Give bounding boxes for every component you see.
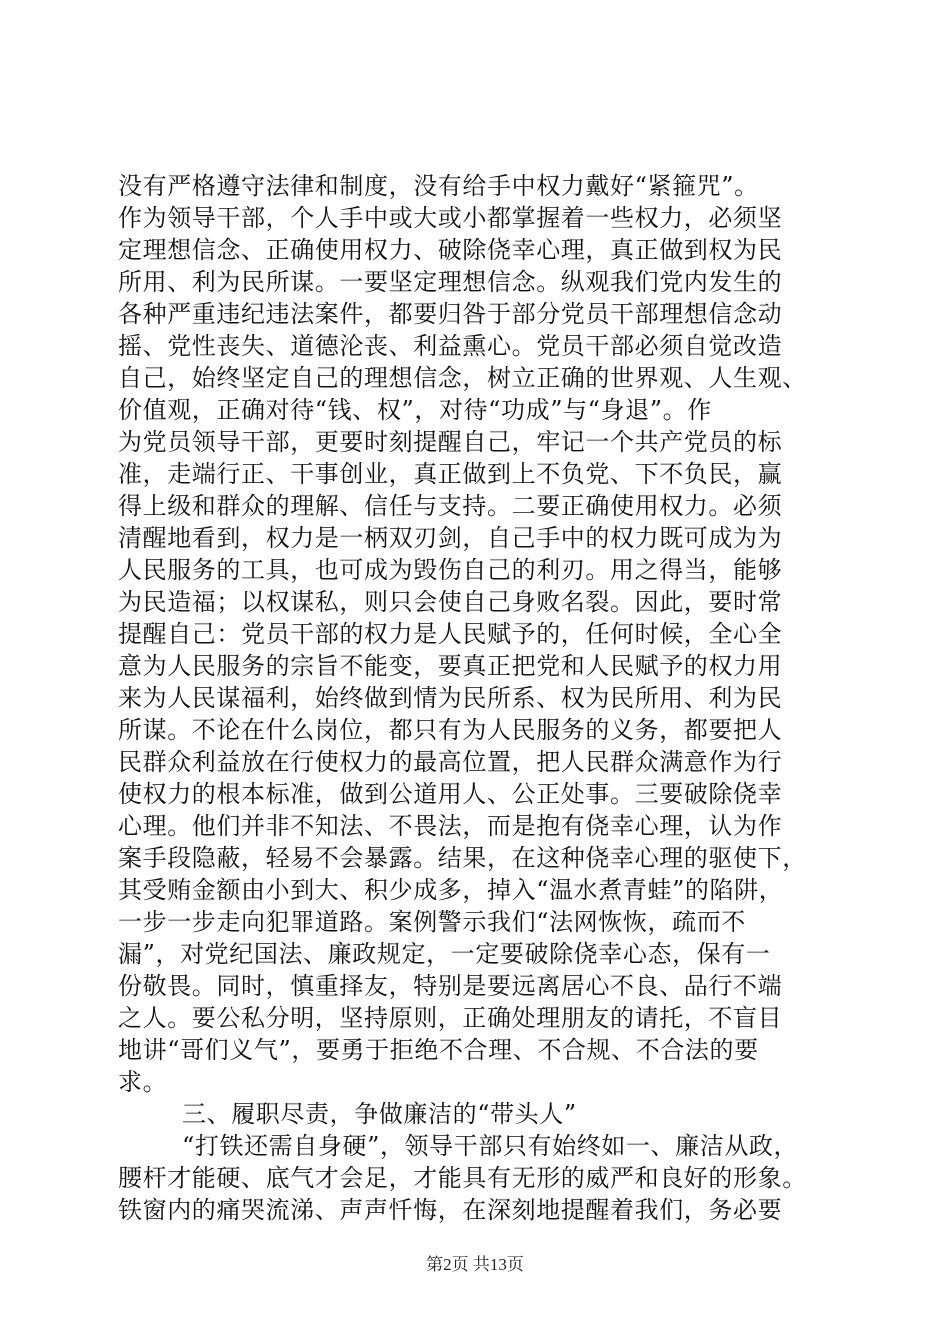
text-line: 求。	[118, 1068, 168, 1096]
text-line: 所谋。不论在什么岗位，都只有为人民服务的义务，都要把人	[118, 716, 783, 744]
text-line: 清醒地看到，权力是一柄双刃剑，自己手中的权力既可成为为	[118, 524, 783, 552]
text-line: 为民造福；以权谋私，则只会使自己身败名裂。因此，要时常	[118, 588, 783, 616]
text-line: 案手段隐蔽，轻易不会暴露。结果，在这种侥幸心理的驱使下，	[118, 844, 807, 872]
text-line: 来为人民谋福利，始终做到情为民所系、权为民所用、利为民	[118, 684, 783, 712]
text-line: 准，走端行正、干事创业，真正做到上不负党、下不负民，赢	[118, 460, 783, 488]
text-line: 人民服务的工具，也可成为毁伤自己的利刃。用之得当，能够	[118, 556, 783, 584]
text-line: 使权力的根本标准，做到公道用人、公正处事。三要破除侥幸	[118, 780, 783, 808]
text-line: 意为人民服务的宗旨不能变，要真正把党和人民赋予的权力用	[118, 652, 783, 680]
text-line: 铁窗内的痛哭流涕、声声忏悔，在深刻地提醒着我们，务必要	[118, 1196, 783, 1224]
text-line: 心理。他们并非不知法、不畏法，而是抱有侥幸心理，认为作	[118, 812, 783, 840]
text-line: 提醒自己：党员干部的权力是人民赋予的，任何时候，全心全	[118, 620, 783, 648]
text-line: 之人。要公私分明，坚持原则，正确处理朋友的请托，不盲目	[118, 1004, 783, 1032]
page-number-footer: 第2页 共13页	[426, 1255, 524, 1274]
text-line: 各种严重违纪违法案件，都要归咎于部分党员干部理想信念动	[118, 300, 783, 328]
text-line: 一步一步走向犯罪道路。案例警示我们“法网恢恢，疏而不	[118, 908, 746, 936]
text-line: 自己，始终坚定自己的理想信念，树立正确的世界观、人生观、	[118, 364, 807, 392]
text-line: 没有严格遵守法律和制度，没有给手中权力戴好“紧箍咒”。	[118, 172, 759, 200]
text-line: 民群众利益放在行使权力的最高位置，把人民群众满意作为行	[118, 748, 783, 776]
text-line: 地讲“哥们义气”，要勇于拒绝不合理、不合规、不合法的要	[118, 1036, 759, 1064]
text-line: 其受贿金额由小到大、积少成多，掉入“温水煮青蛙”的陷阱，	[118, 876, 784, 904]
text-line: 价值观，正确对待“钱、权”，对待“功成”与“身退”。作	[118, 396, 712, 424]
text-line: 所用、利为民所谋。一要坚定理想信念。纵观我们党内发生的	[118, 268, 783, 296]
text-line: 作为领导干部，个人手中或大或小都掌握着一些权力，必须坚	[118, 204, 783, 232]
text-line: 得上级和群众的理解、信任与支持。二要正确使用权力。必须	[118, 492, 783, 520]
text-line: 摇、党性丧失、道德沦丧、利益熏心。党员干部必须自觉改造	[118, 332, 783, 360]
text-line: 定理想信念、正确使用权力、破除侥幸心理，真正做到权为民	[118, 236, 783, 264]
text-line: “打铁还需自身硬”，领导干部只有始终如一、廉洁从政，	[182, 1132, 799, 1160]
text-line: 腰杆才能硬、底气才会足，才能具有无形的威严和良好的形象。	[118, 1164, 807, 1192]
section-heading: 三、履职尽责，争做廉洁的“带头人”	[182, 1100, 577, 1128]
text-line: 为党员领导干部，更要时刻提醒自己，牢记一个共产党员的标	[118, 428, 783, 456]
text-line: 份敬畏。同时，慎重择友，特别是要远离居心不良、品行不端	[118, 972, 783, 1000]
text-line: 漏”，对党纪国法、廉政规定，一定要破除侥幸心态，保有一	[118, 940, 771, 968]
body-text	[118, 170, 838, 1226]
